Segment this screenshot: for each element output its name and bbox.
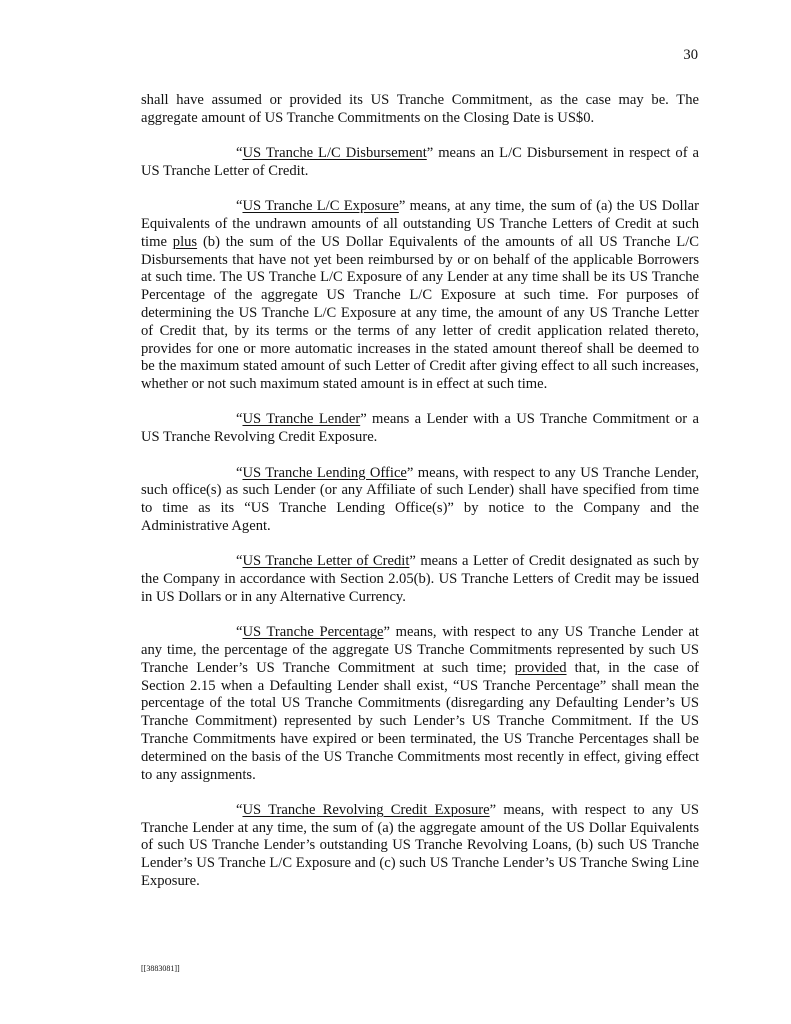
document-body <box>141 92 699 908</box>
paragraph-text: “ <box>236 464 243 481</box>
definition-paragraph <box>141 465 699 536</box>
paragraph-text: (b) the sum of the US Dollar Equivalents of the amounts of all US Tranche L/C Disbursements that have not yet been reimbursed by or on behalf of the applicable Borrowers at such time. The US Tranche L/C Exposure of any Lender at any time shall be its US Tranche Percentage of the aggregate US Tranche L/C Exposure at such time. For purposes of determining the US Tranche L/C Exposure at any time, the amount of any US Tranche Letter of Credit that, by its terms or the terms of any letter of credit application related thereto, provides for one or more automatic increases in the stated amount thereof shall be deemed to be the maximum stated amount of such Letter of Credit after giving effect to all such increases, whether or not such maximum stated amount is in effect at such time. <box>141 233 700 393</box>
underlined-term: US Tranche L/C Exposure <box>242 198 399 215</box>
continued-paragraph <box>141 92 699 128</box>
paragraph-text: shall have assumed or provided its US Tranche Commitment, as the case may be. The aggregate amount of US Tranche Commitments on the Closing Date is US$0. <box>141 92 699 126</box>
paragraph-text: ” means, with respect to any US Tranche Lender at any time, the sum of (a) the aggregate amount of the US Dollar Equivalents of such US Tranche Lender’s outstanding US Tranche Revolving Loans, (b) such US Tranche Lender’s US Tranche L/C Exposure and (c) such US Tranche Lender’s US Tranche Swing Line Exposure. <box>141 801 699 889</box>
definition-paragraph <box>141 198 699 394</box>
underlined-term: US Tranche L/C Disbursement <box>242 145 427 162</box>
underlined-term: US Tranche Revolving Credit Exposure <box>242 801 490 818</box>
definition-paragraph <box>141 553 699 606</box>
underlined-term: US Tranche Lender <box>242 411 361 428</box>
paragraph-text: “ <box>236 553 243 570</box>
definition-paragraph <box>141 624 699 784</box>
paragraph-text: “ <box>236 624 243 641</box>
paragraph-text: “ <box>236 801 243 818</box>
underlined-term: US Tranche Letter of Credit <box>242 553 410 570</box>
paragraph-text: “ <box>236 145 243 162</box>
paragraph-text: “ <box>236 198 243 215</box>
page-number: 30 <box>683 47 698 63</box>
underlined-term: US Tranche Lending Office <box>242 464 407 481</box>
underlined-term: plus <box>172 233 198 250</box>
paragraph-text: ” means a Lender with a US Tranche Commitment or a US Tranche Revolving Credit Exposure. <box>141 411 699 446</box>
definition-paragraph <box>141 145 699 181</box>
paragraph-text: that, in the case of Section 2.15 when a Defaulting Lender shall exist, “US Tranche Percentage” shall mean the percentage of the total US Tranche Commitments (disregarding any Defaulting Lender’s US Tranche Commitment) represented by such Lender’s US Tranche Commitment. If the US Tranche Commitments have expired or been terminated, the US Tranche Percentages shall be determined on the basis of the US Tranche Commitments most recently in effect, giving effect to any assignments. <box>141 659 699 783</box>
paragraph-text: ” means, at any time, the sum of (a) the US Dollar Equivalents of the undrawn amounts of all outstanding US Tranche Letters of Credit at such time <box>141 198 699 250</box>
definition-paragraph <box>141 802 699 891</box>
definition-paragraph <box>141 411 699 447</box>
paragraph-text: “ <box>236 411 243 428</box>
paragraph-text: ” means, with respect to any US Tranche Lender, such office(s) as such Lender (or any Affiliate of such Lender) shall have specified from time to time as its “US Tranche Lending Office(s)” by notice to the Company and the Administrative Agent. <box>141 464 699 534</box>
document-id-footer: [[3883081]] <box>141 964 180 973</box>
paragraph-text: ” means a Letter of Credit designated as such by the Company in accordance with Section 2.05(b). US Tranche Letters of Credit may be issued in US Dollars or in any Alternative Currency. <box>141 553 699 605</box>
underlined-term: US Tranche Percentage <box>242 624 384 641</box>
paragraph-text: ” means an L/C Disbursement in respect of a US Tranche Letter of Credit. <box>141 145 699 179</box>
underlined-term: provided <box>514 659 567 676</box>
paragraph-text: ” means, with respect to any US Tranche Lender at any time, the percentage of the aggregate US Tranche Commitments represented by such US Tranche Lender’s US Tranche Commitment at such time; <box>141 624 699 676</box>
